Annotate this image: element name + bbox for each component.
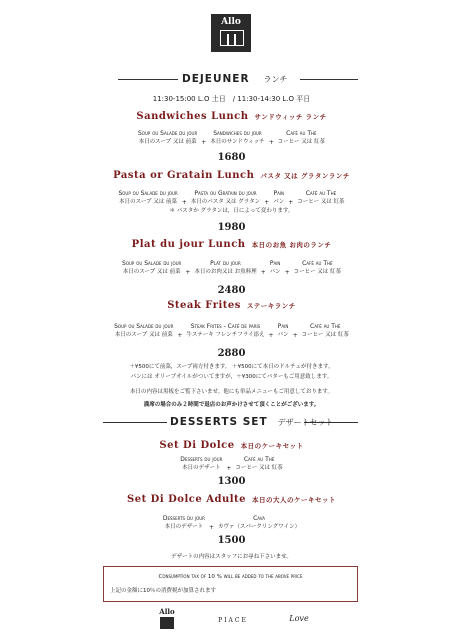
- menu-item: [163, 514, 205, 532]
- menu-title-text: Plat du jour Lunch: [131, 239, 246, 250]
- price-dolce: 1300: [217, 476, 246, 487]
- plus-sign: +: [292, 332, 298, 339]
- menu-item-fr: Café au Thé: [286, 130, 317, 137]
- menu-item-jp: パン: [277, 332, 289, 338]
- menu-title-jp: 本日のケーキセット: [240, 442, 304, 450]
- pasta-note: ＊ パスタか グラタンは，日によって変わります。: [169, 208, 294, 214]
- menu-item-fr: Soup ou Salade du jour: [114, 323, 174, 330]
- price-plat: 2480: [217, 285, 246, 296]
- divider-right: [300, 79, 358, 80]
- menu-title-jp: 本日の大人のケーキセット: [252, 496, 336, 504]
- menu-item-fr: Desserts du jour: [162, 515, 205, 522]
- price-steak: 2880: [217, 348, 246, 359]
- menu-item-fr: Soup ou Salade du jour: [118, 190, 178, 197]
- menu-item: [270, 259, 281, 277]
- menu-item: [278, 129, 325, 147]
- menu-item-fr: Soup ou Salade du jour: [122, 260, 182, 267]
- desserts-title: DESSERTS SET: [170, 416, 268, 428]
- divider-left: [103, 422, 167, 423]
- footer-building-icon: [160, 617, 174, 629]
- menu-item-fr: Pasta ou Gratain du jour: [194, 190, 257, 197]
- footer-logo-love: Love: [289, 614, 309, 623]
- menu-item-fr: Cava: [253, 515, 265, 522]
- menu-item-jp: 本日のスープ 又は 前菜: [119, 199, 178, 205]
- plus-sign: +: [181, 199, 187, 206]
- menu-item: [278, 322, 289, 340]
- menu-item-fr: Café au Thé: [305, 190, 337, 197]
- plus-sign: +: [185, 269, 191, 276]
- menu-item-jp: コーヒー 又は 紅茶: [277, 139, 325, 145]
- allo-logo: [211, 14, 251, 52]
- menu-items-pasta: [0, 189, 463, 207]
- dessert-note: デザートの内容はスタッフにお尋ね下さいませ。: [171, 554, 292, 560]
- menu-title-pasta: [0, 170, 463, 181]
- menu-title-text: Set Di Dolce: [159, 440, 235, 451]
- menu-item-jp: カヴァ（スパークリングワイン）: [217, 524, 301, 530]
- menu-item-jp: 本日のお肉又は お魚料理: [194, 269, 257, 275]
- menu-item-fr: Pain: [277, 323, 289, 330]
- menu-title-sandwiches: [0, 111, 463, 122]
- note-line2: パンには オリーブオイルがついてますが，＋¥300にてバターもご用意致します。: [130, 374, 333, 380]
- plus-sign: +: [260, 269, 266, 276]
- menu-item-fr: Sandwiches du jour: [213, 130, 262, 137]
- menu-items-steak: [0, 322, 463, 340]
- menu-item: [122, 259, 181, 277]
- building-icon: [220, 30, 244, 46]
- dejeuner-title-jp: ランチ: [263, 75, 288, 84]
- menu-item: [114, 322, 173, 340]
- menu-item: [218, 514, 300, 532]
- menu-item-fr: Steak Frites - Café de paris: [190, 323, 261, 330]
- menu-item: [194, 259, 256, 277]
- menu-item-jp: 本日のスープ 又は 前菜: [114, 332, 173, 338]
- desserts-title-jp: デザートセット: [277, 418, 334, 427]
- menu-item-jp: コーヒー 又は 紅茶: [301, 332, 349, 338]
- note-line1: ＋¥500にて前菜，スープ両方付きます。 ＋¥500にて本日のドルチェが付きます。: [129, 364, 334, 370]
- menu-item-jp: 牛ステーキ フレンチフライ添え: [186, 332, 265, 338]
- menu-item-jp: 本日のスープ 又は 前菜: [138, 139, 197, 145]
- menu-item: [297, 189, 344, 207]
- divider-left: [118, 79, 178, 80]
- note-line4: 満席の場合のみ２時間で退店のお声かけさせて頂くことがございます。: [143, 402, 320, 408]
- menu-title-jp: ステーキランチ: [246, 302, 296, 310]
- menu-item-jp: パン: [269, 269, 281, 275]
- menu-item-fr: Café au Thé: [243, 456, 275, 463]
- menu-item-fr: Pain: [273, 190, 284, 197]
- menu-item: [302, 322, 349, 340]
- tax-notice-jp: 上記の金額に10％の消費税が加算されます: [110, 588, 216, 594]
- menu-item: [294, 259, 341, 277]
- menu-item-jp: パン: [273, 199, 285, 205]
- price-sandwiches: 1680: [217, 152, 246, 163]
- menu-title-dolce: [0, 440, 463, 451]
- menu-item: [191, 189, 260, 207]
- tax-notice-en: Consumption tax of 10 % will be added to the above price: [158, 574, 303, 580]
- menu-item-jp: コーヒー 又は 紅茶: [293, 269, 341, 275]
- lunch-hours: 11:30-15:00 L.O 土日 / 11:30-14:30 L.O 平日: [152, 95, 311, 103]
- menu-title-text: Pasta or Gratain Lunch: [113, 170, 255, 181]
- price-dolce-adulte: 1500: [217, 535, 246, 546]
- menu-title-plat: [0, 239, 463, 250]
- menu-title-text: Steak Frites: [167, 300, 241, 311]
- menu-item: [118, 189, 177, 207]
- menu-item-jp: 本日のスープ 又は 前菜: [122, 269, 181, 275]
- footer-logo-allo: [156, 607, 178, 629]
- section-heading-dejeuner: [182, 73, 288, 85]
- plus-sign: +: [288, 199, 294, 206]
- menu-item-fr: Café au Thé: [310, 323, 341, 330]
- tax-notice-box: [103, 566, 358, 602]
- menu-item-fr: Plat du jour: [210, 260, 241, 267]
- footer-logo-allo-text: Allo: [159, 607, 175, 616]
- menu-title-text: Set Di Dolce Adulte: [126, 494, 246, 505]
- menu-item: [138, 129, 197, 147]
- menu-title-jp: 本日のお魚 お肉のランチ: [251, 241, 332, 249]
- menu-title-text: Sandwiches Lunch: [136, 111, 249, 122]
- menu-items-dolce-adulte: [0, 514, 463, 532]
- menu-title-steak: [0, 300, 463, 311]
- menu-items-sandwiches: [0, 129, 463, 147]
- menu-item-fr: Pain: [269, 260, 281, 267]
- menu-title-jp: パスタ 又は グラタンランチ: [260, 172, 350, 180]
- dejeuner-title: DEJEUNER: [182, 73, 250, 85]
- menu-item-jp: 本日のパスタ 又は グラタン: [190, 199, 261, 205]
- logo-text: Allo: [221, 17, 241, 27]
- plus-sign: +: [201, 139, 207, 146]
- menu-item-fr: Soup ou Salade du jour: [137, 130, 198, 137]
- plus-sign: +: [177, 332, 183, 339]
- menu-title-dolce-adulte: [0, 494, 463, 505]
- section-heading-desserts: [170, 416, 333, 428]
- plus-sign: +: [268, 139, 274, 146]
- menu-item: [235, 455, 282, 473]
- menu-item: [180, 455, 222, 473]
- menu-title-jp: サンドウィッチ ランチ: [254, 113, 327, 121]
- menu-items-dolce: [0, 455, 463, 473]
- plus-sign: +: [264, 199, 270, 206]
- plus-sign: +: [268, 332, 274, 339]
- menu-item-jp: 本日のデザート: [164, 524, 204, 530]
- menu-item-fr: Desserts du jour: [180, 456, 223, 463]
- menu-item-jp: 本日のデザート: [182, 465, 221, 471]
- price-pasta: 1980: [217, 222, 246, 233]
- note-line3: 本日の内容は黒板をご覧下さいませ。他にも単品メニューもご用意しております。: [130, 389, 333, 395]
- plus-sign: +: [208, 524, 214, 531]
- menu-item: [186, 322, 264, 340]
- plus-sign: +: [284, 269, 290, 276]
- menu-item: [273, 189, 284, 207]
- menu-item-fr: Café au Thé: [302, 260, 333, 267]
- menu-item-jp: コーヒー 又は 紅茶: [235, 465, 283, 471]
- menu-item: [210, 129, 264, 147]
- footer-logo-piace: PIACE: [218, 617, 248, 624]
- menu-items-plat: [0, 259, 463, 277]
- menu-item-jp: 本日のサンドウィッチ: [210, 139, 265, 145]
- plus-sign: +: [226, 465, 232, 472]
- menu-item-jp: コーヒー 又は 紅茶: [297, 199, 345, 205]
